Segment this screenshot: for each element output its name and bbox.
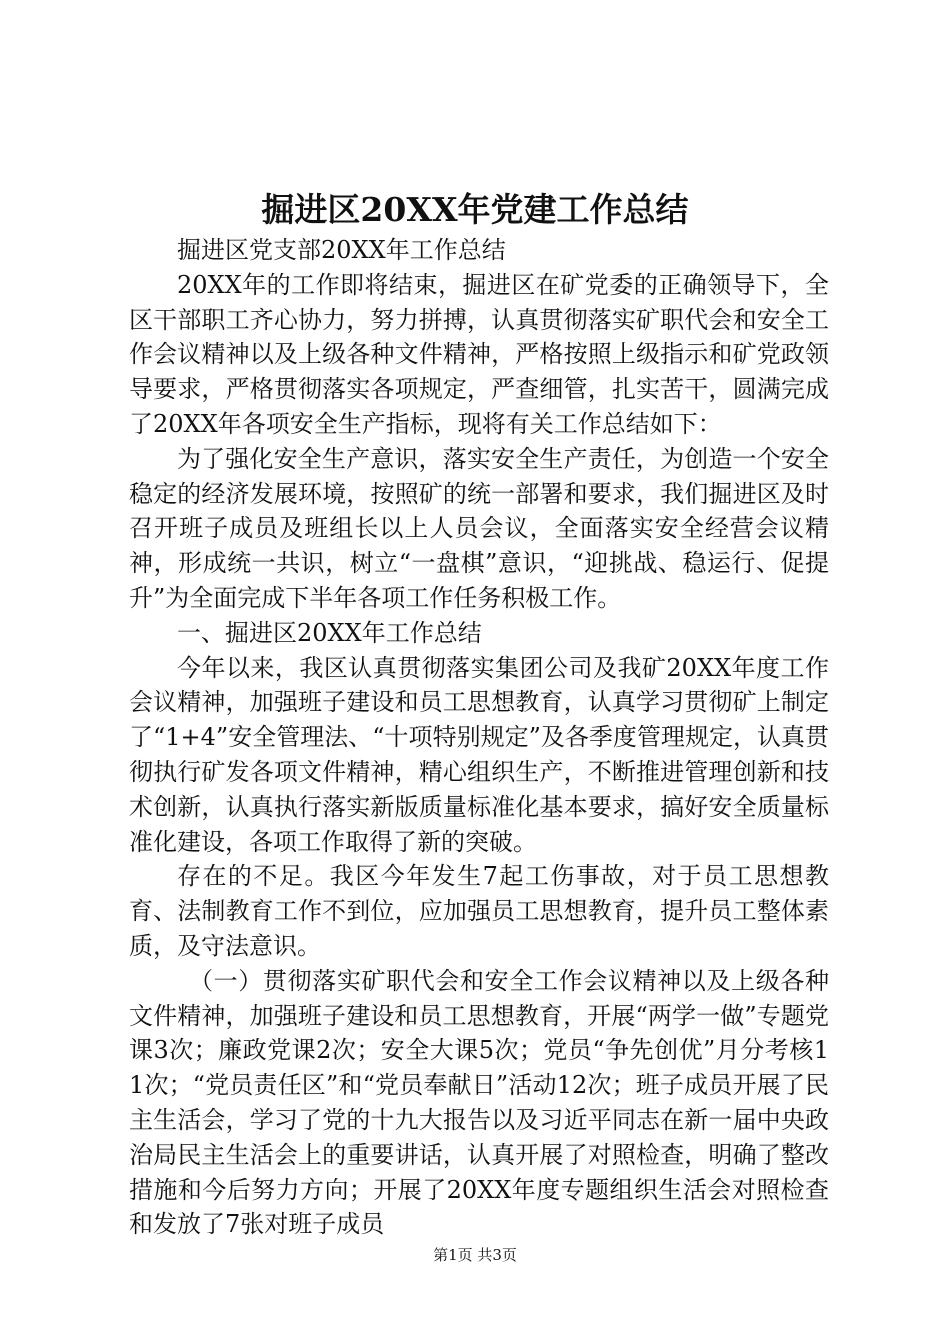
page-number: 第1页 共3页 [433,1246,517,1264]
paragraph-subtitle: 掘进区党支部20XX年工作总结 [177,236,506,264]
paragraph-summary: 今年以来，我区认真贯彻落实集团公司及我矿20XX年度工作会议精神，加强班子建设和员工思想教育，认真学习贯彻矿上制定了“1+4”安全管理法、“十项特别规定”及各季度管理规定，认真贯彻执行矿发各项文件精神，精心组织生产，不断推进管理创新和技术创新，认真执行落实新版质量标准化基本要求，搞好安全质量标准化建设，各项工作取得了新的突破。 [129,653,829,856]
paragraph-shortcomings: 存在的不足。我区今年发生7起工伤事故，对于员工思想教育、法制教育工作不到位，应加强员工思想教育，提升员工整体素质，及守法意识。 [129,862,829,960]
document-body [129,233,829,1242]
section-heading: 一、掘进区20XX年工作总结 [177,618,482,647]
paragraph-intro: 20XX年的工作即将结束，掘进区在矿党委的正确领导下，全区干部职工齐心协力，努力拼搏，认真贯彻落实矿职代会和安全工作会议精神以及上级各种文件精神，严格按照上级指示和矿党政领导要求，严格贯彻落实各项规定，严查细管，扎实苦干，圆满完成了20XX年各项安全生产指标，现将有关工作总结如下： [129,270,829,438]
document-title: 掘进区20XX年党建工作总结 [261,190,689,229]
paragraph-item-one: （一）贯彻落实矿职代会和安全工作会议精神以及上级各种文件精神，加强班子建设和员工思想教育，开展“两学一做”专题党课3次；廉政党课2次；安全大课5次；党员“争先创优”月分考核11次；“党员责任区”和“党员奉献日”活动12次；班子成员开展了民主生活会，学习了党的十九大报告以及习近平同志在新一届中央政治局民主生活会上的重要讲话，认真开展了对照检查，明确了整改措施和今后努力方向；开展了20XX年度专题组织生活会对照检查和发放了7张对班子成员 [129,966,829,1239]
paragraph-safety: 为了强化安全生产意识，落实安全生产责任，为创造一个安全稳定的经济发展环境，按照矿的统一部署和要求，我们掘进区及时召开班子成员及班组长以上人员会议，全面落实安全经营会议精神，形成统一共识，树立“一盘棋”意识，“迎挑战、稳运行、促提升”为全面完成下半年各项工作任务积极工作。 [129,444,829,612]
